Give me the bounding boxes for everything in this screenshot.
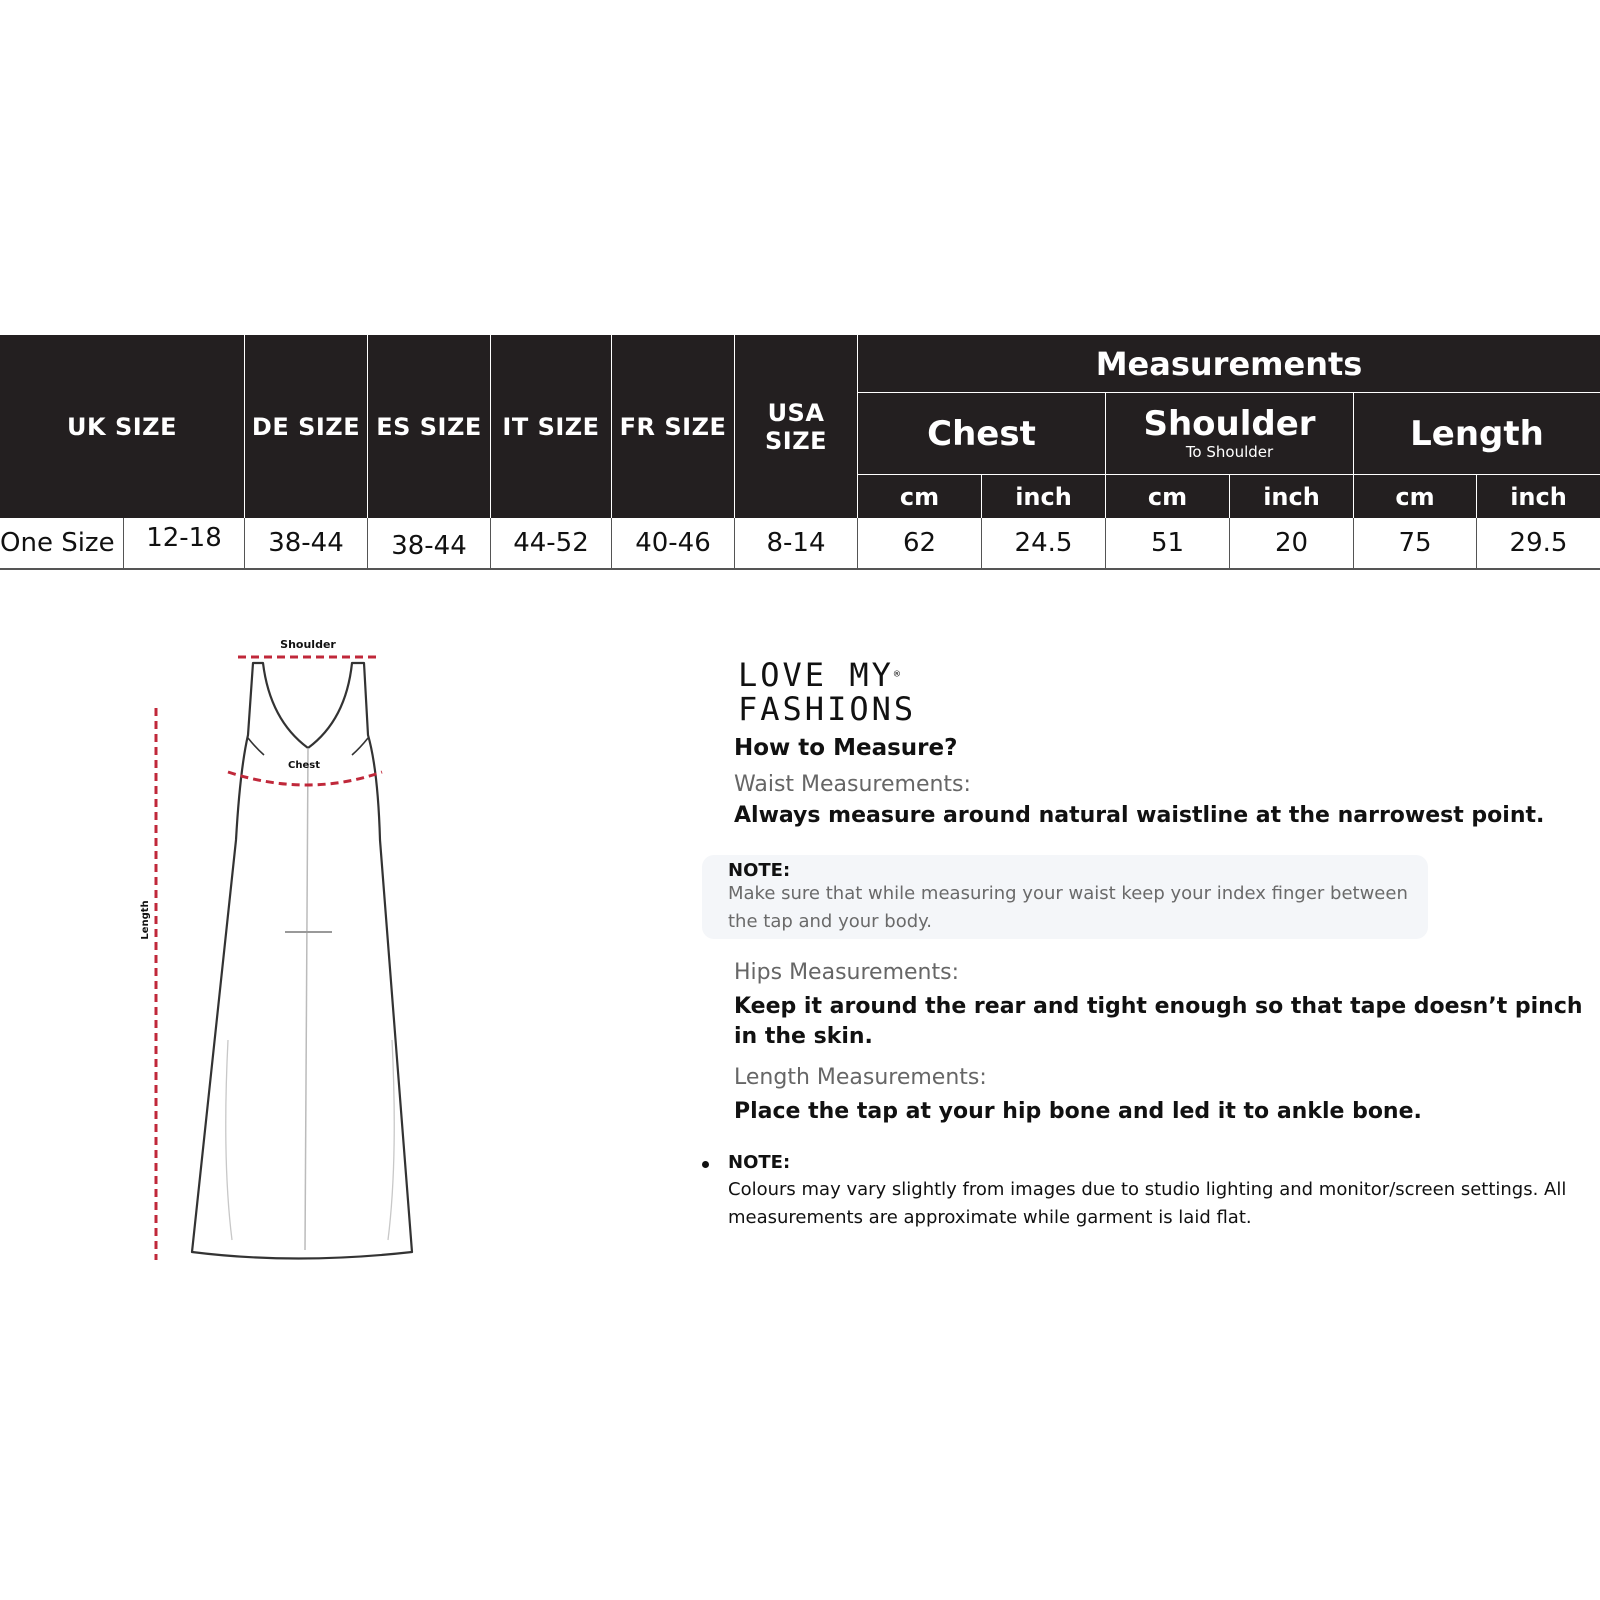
length-label: Length: [140, 900, 151, 940]
brand-logo: [738, 658, 916, 726]
row-divider: [244, 518, 245, 568]
armhole-left: [248, 738, 264, 755]
row-divider: [857, 518, 858, 568]
cell-length-cm: 75: [1398, 528, 1432, 558]
chest-measure-line: [228, 772, 382, 785]
waist-label: Waist Measurements:: [734, 772, 971, 797]
length-measurement-label: Length Measurements:: [734, 1065, 987, 1090]
row-divider: [1105, 518, 1106, 568]
header-length-label: Length: [1410, 413, 1544, 454]
hips-label: Hips Measurements:: [734, 960, 959, 985]
cell-length-inch: 29.5: [1509, 528, 1568, 558]
cell-de: 38-44: [268, 528, 344, 558]
center-seam: [305, 748, 308, 1250]
chest-label: Chest: [288, 760, 320, 771]
cell-it: 44-52: [513, 528, 589, 558]
header-chest-cm: cm: [858, 475, 981, 518]
row-divider: [1476, 518, 1477, 568]
hips-text: Keep it around the rear and tight enough so that tape doesn’t pinch in the skin.: [734, 994, 1583, 1049]
header-shoulder-inch: inch: [1230, 475, 1353, 518]
header-shoulder: [1106, 393, 1353, 474]
header-shoulder-cm: cm: [1106, 475, 1229, 518]
cell-shoulder-cm: 51: [1150, 528, 1185, 558]
leg-fold-left: [226, 1040, 232, 1240]
brand-line-1: LOVE MY: [738, 656, 894, 694]
cell-chest-inch: 24.5: [1014, 528, 1073, 558]
header-length-cm: cm: [1354, 475, 1476, 518]
guide-title: How to Measure?: [734, 735, 958, 761]
header-chest-label: Chest: [927, 413, 1036, 454]
brand-line-2: FASHIONS: [738, 690, 917, 728]
row-divider: [123, 518, 124, 568]
size-chart-table: [0, 335, 1600, 571]
header-shoulder-label: Shoulder: [1143, 404, 1316, 444]
row-divider: [1229, 518, 1230, 568]
waist-text: Always measure around natural waistline at the narrowest point.: [734, 803, 1545, 828]
row-divider: [1353, 518, 1354, 568]
header-usa-size: USA SIZE: [735, 335, 857, 518]
row-divider: [734, 518, 735, 568]
header-chest: [858, 393, 1105, 474]
header-es-size: ES SIZE: [368, 335, 490, 518]
leg-fold-right: [388, 1040, 394, 1240]
header-measurements: Measurements: [858, 335, 1600, 392]
cell-shoulder-inch: 20: [1274, 528, 1309, 558]
cell-fr: 40-46: [635, 528, 711, 558]
armhole-right: [352, 738, 368, 755]
row-bottom-border: [0, 568, 1600, 570]
header-uk-size: UK SIZE: [0, 335, 244, 518]
header-it-size: IT SIZE: [491, 335, 611, 518]
cell-chest-cm: 62: [902, 528, 937, 558]
brand-registered-mark: ®: [893, 669, 900, 680]
row-divider: [981, 518, 982, 568]
cell-uk: 12-18: [146, 523, 222, 553]
jumpsuit-diagram: [120, 620, 440, 1280]
row-divider: [367, 518, 368, 568]
shoulder-label: Shoulder: [280, 638, 336, 651]
cell-usa: 8-14: [766, 528, 826, 558]
note-1-title: NOTE:: [728, 860, 791, 881]
length-measurement-text: Place the tap at your hip bone and led it to ankle bone.: [734, 1099, 1422, 1124]
header-length-inch: inch: [1477, 475, 1600, 518]
note-1-text: Make sure that while measuring your waist keep your index finger between the tap and your body.: [728, 883, 1408, 932]
row-divider: [611, 518, 612, 568]
note-2-title: NOTE:: [728, 1152, 791, 1173]
note-2-bullet: [702, 1161, 709, 1168]
note-2-text: Colours may vary slightly from images due to studio lighting and monitor/screen settings. All measurements are approximate while garment is laid flat.: [728, 1179, 1567, 1228]
row-divider: [490, 518, 491, 568]
cell-one-size: One Size: [0, 528, 115, 558]
header-shoulder-sub: To Shoulder: [1185, 443, 1274, 461]
header-length: [1354, 393, 1600, 474]
garment-outline: [192, 663, 412, 1259]
header-de-size: DE SIZE: [245, 335, 367, 518]
header-chest-inch: inch: [982, 475, 1105, 518]
header-fr-size: FR SIZE: [612, 335, 734, 518]
cell-es: 38-44: [391, 531, 467, 561]
